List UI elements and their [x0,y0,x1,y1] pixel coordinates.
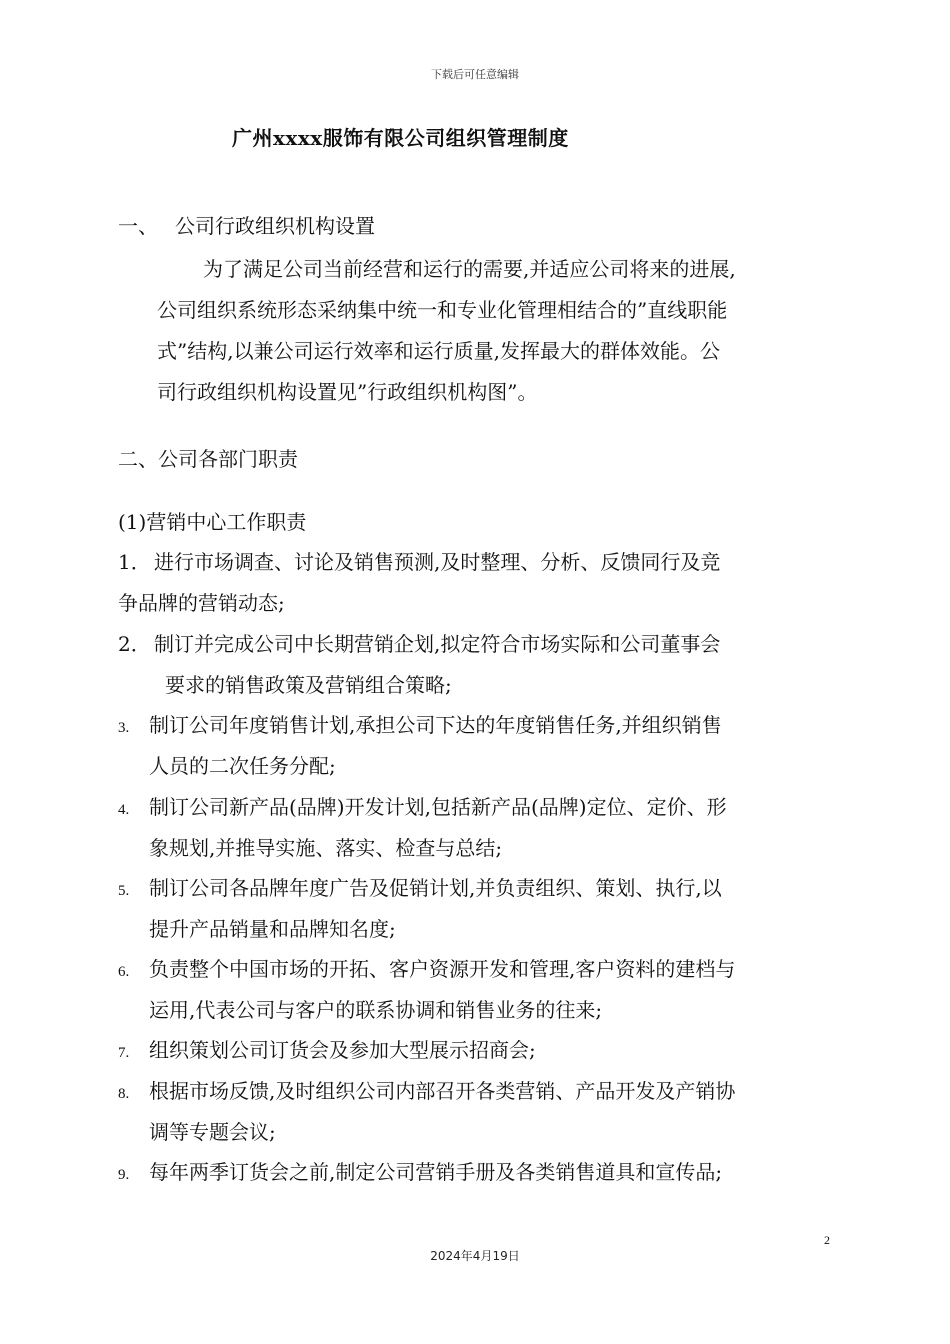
list-item-8-text-cont: 调等专题会议; [149,1120,276,1144]
list-item-8-text: 根据市场反馈,及时组织公司内部召开各类营销、产品开发及产销协 [149,1079,736,1103]
list-item-3-number: 3. [118,720,130,736]
section1-marker: 一、 [118,214,158,238]
list-item-9-number: 9. [118,1167,130,1183]
header-note: 下载后可任意编辑 [431,68,519,81]
footer-date: 2024年4月19日 [430,1249,520,1263]
list-item-2-text-cont: 要求的销售政策及营销组合策略; [165,673,452,697]
list-item-4-text-cont: 象规划,并推导实施、落实、检查与总结; [149,836,503,860]
list-item-5-text: 制订公司各品牌年度广告及促销计划,并负责组织、策划、执行,以 [149,876,722,900]
section1-para-line: 司行政组织机构设置见”行政组织机构图”。 [157,380,538,404]
section2-heading: 二、公司各部门职责 [118,447,298,471]
subsection-heading: (1)营销中心工作职责 [118,510,307,534]
list-item-6-text: 负责整个中国市场的开拓、客户资源开发和管理,客户资料的建档与 [149,957,736,981]
list-item-6-number: 6. [118,964,130,980]
list-item-8-number: 8. [118,1086,130,1102]
list-item-5-number: 5. [118,883,130,899]
list-item-4-number: 4. [118,802,130,818]
list-item-3-text: 制订公司年度销售计划,承担公司下达的年度销售任务,并组织销售 [149,713,722,737]
list-item-7-text: 组织策划公司订货会及参加大型展示招商会; [149,1038,536,1062]
list-item-9-text: 每年两季订货会之前,制定公司营销手册及各类销售道具和宣传品; [149,1160,723,1184]
list-item-5-text-cont: 提升产品销量和品牌知名度; [149,917,396,941]
list-item-3-text-cont: 人员的二次任务分配; [149,754,336,778]
list-item-7-number: 7. [118,1045,130,1061]
list-item-2-number: 2． [118,632,151,656]
list-item-1-text: 进行市场调查、讨论及销售预测,及时整理、分析、反馈同行及竞 [154,550,721,574]
section1-para-line: 公司组织系统形态采纳集中统一和专业化管理相结合的”直线职能 [157,298,728,322]
section1-para-line: 式”结构,以兼公司运行效率和运行质量,发挥最大的群体效能。公 [157,339,720,363]
list-item-6-text-cont: 运用,代表公司与客户的联系协调和销售业务的往来; [149,998,603,1022]
section1-para-line: 为了满足公司当前经营和运行的需要,并适应公司将来的进展, [203,257,736,281]
list-item-1-text-cont: 争品牌的营销动态; [118,591,285,615]
page-number: 2 [824,1233,830,1247]
list-item-4-text: 制订公司新产品(品牌)开发计划,包括新产品(品牌)定位、定价、形 [149,795,727,819]
document-title: 广州xxxx服饰有限公司组织管理制度 [232,126,569,150]
list-item-1-number: 1． [118,550,151,574]
list-item-2-text: 制订并完成公司中长期营销企划,拟定符合市场实际和公司董事会 [154,632,721,656]
section1-heading: 公司行政组织机构设置 [175,214,375,238]
